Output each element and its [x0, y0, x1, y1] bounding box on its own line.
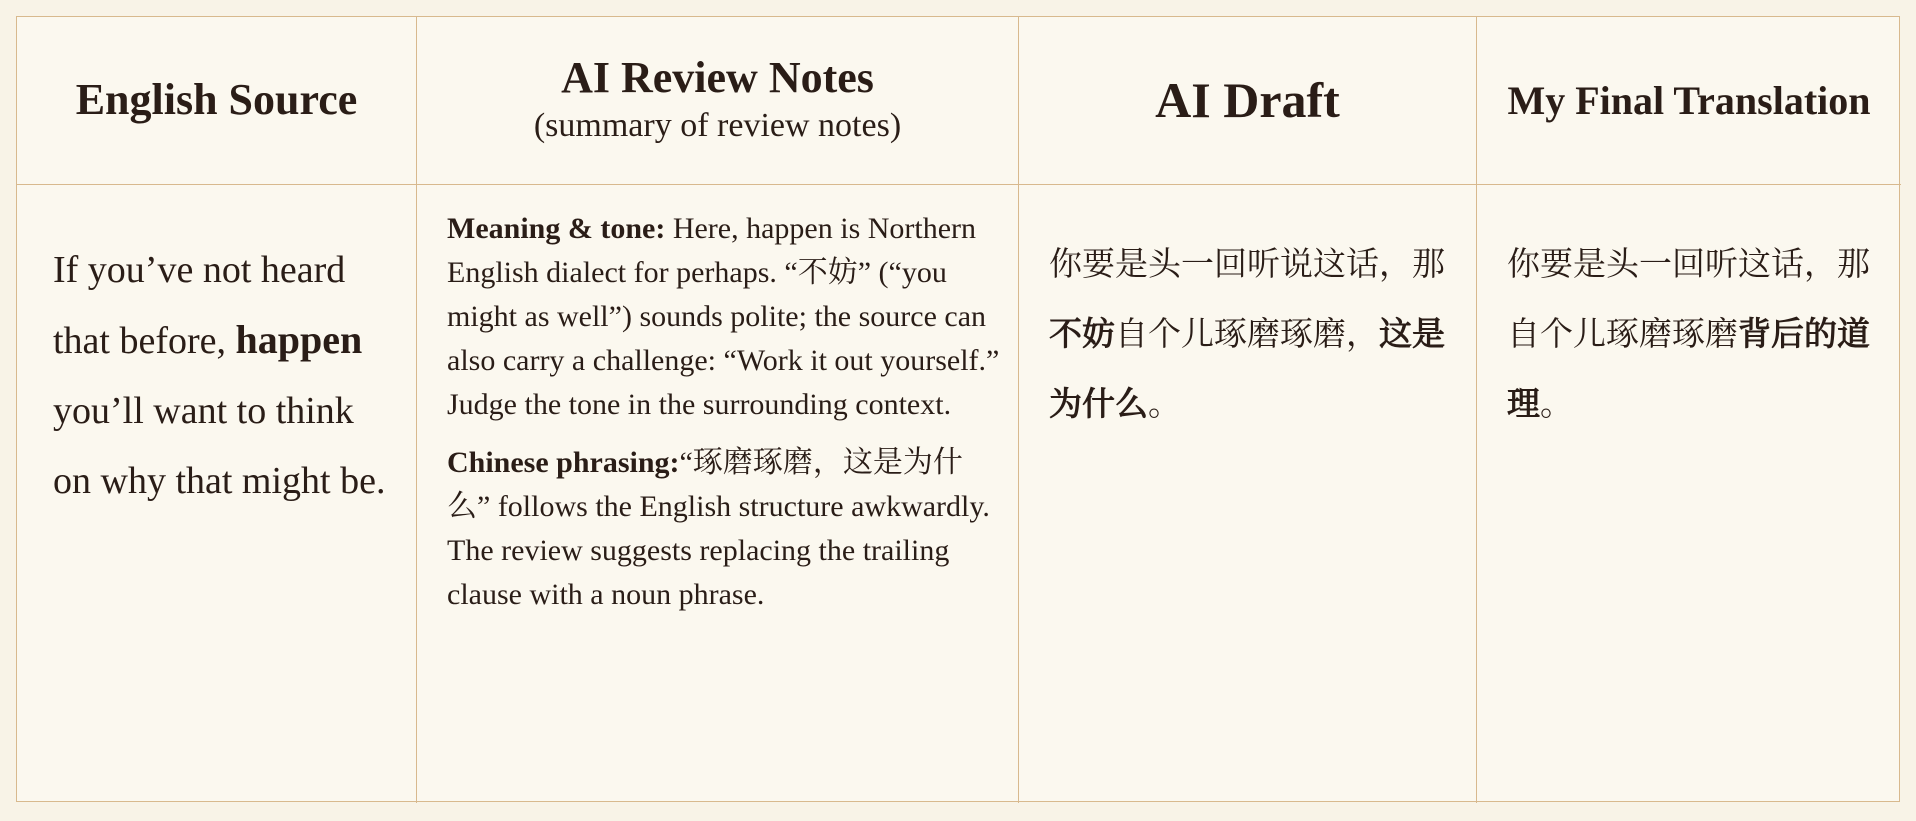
note-chinese-phrasing — [447, 441, 1000, 617]
note-meaning-tone-label: Meaning & tone: — [447, 212, 666, 245]
draft-text-2: 自个儿琢磨琢磨， — [1115, 314, 1379, 353]
english-source-cell — [17, 185, 417, 803]
final-text-1: 你要是头一回听这话，那自个儿琢磨琢磨 — [1507, 244, 1870, 353]
note-meaning-tone-text: Here, happen is Northern English dialect for perhaps. “不妨” (“you might as well”) sounds polite; the source can also carry a challenge: “Work it out yourself.” Judge the tone in the surrounding context. — [447, 212, 1000, 421]
note-meaning-tone — [447, 207, 1000, 427]
review-notes-cell — [417, 185, 1019, 803]
draft-bold-1: 不妨 — [1049, 314, 1115, 353]
header-english-source-label: English Source — [75, 75, 358, 125]
source-text-after: you’ll want to think on why that might be. — [53, 390, 386, 502]
final-translation-cell — [1477, 185, 1901, 803]
source-text-before: If you’ve not heard that before, — [53, 249, 346, 362]
note-chinese-phrasing-label: Chinese phrasing: — [447, 446, 680, 479]
header-final-translation-label: My Final Translation — [1507, 77, 1871, 123]
header-ai-review-notes-label: AI Review Notes — [561, 52, 874, 102]
final-text-2: 。 — [1540, 384, 1573, 423]
header-ai-draft-label: AI Draft — [1155, 72, 1340, 128]
header-ai-review-notes — [417, 17, 1019, 185]
ai-draft-cell — [1019, 185, 1477, 803]
header-ai-draft — [1019, 17, 1477, 185]
draft-text-3: 。 — [1148, 384, 1181, 423]
header-final-translation — [1477, 17, 1901, 185]
note-chinese-phrasing-text: “琢磨琢磨，这是为什么” follows the English structure awkwardly. The review suggests replacing the trailing clause with a noun phrase. — [447, 446, 990, 611]
draft-text-1: 你要是头一回听说这话，那 — [1049, 244, 1445, 283]
header-ai-review-notes-subtitle: (summary of review notes) — [533, 107, 902, 145]
final-bold-1: 背后的道理 — [1507, 314, 1870, 423]
draft-bold-2: 这是为什么 — [1049, 314, 1445, 423]
translation-comparison-table — [16, 16, 1900, 802]
header-english-source — [17, 17, 417, 185]
source-emphasis-happen: happen — [235, 317, 363, 362]
